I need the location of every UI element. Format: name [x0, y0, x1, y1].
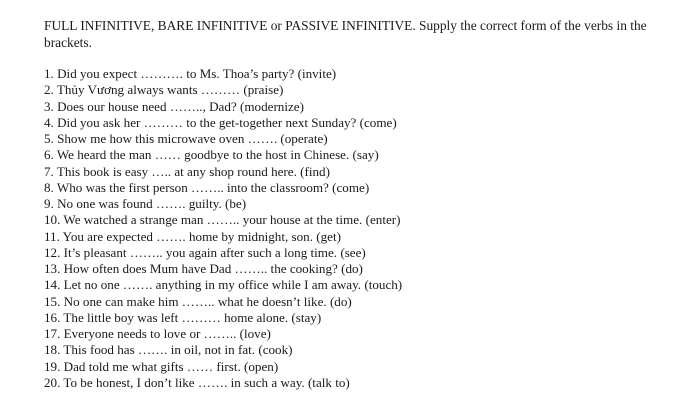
exercise-item-5: 5. Show me how this microwave oven ……. (operate) — [44, 131, 328, 146]
exercise-item-4: 4. Did you ask her ……… to the get-together next Sunday? (come) — [44, 114, 397, 130]
exercise-item-17: 17. Everyone needs to love or …….. (love) — [44, 326, 271, 341]
exercise-item-12: 12. It’s pleasant …….. you again after such a long time. (see) — [44, 244, 366, 260]
exercise-item-8: 8. Who was the first person …….. into the classroom? (come) — [44, 179, 370, 195]
exercise-item-11: 11. You are expected ……. home by midnight, son. (get) — [44, 228, 341, 244]
exercise-list — [44, 66, 402, 391]
exercise-item-10: 10. We watched a strange man …….. your house at the time. (enter) — [44, 212, 401, 228]
exercise-item-9: 9. No one was found ……. guilty. (be) — [44, 196, 247, 211]
exercise-instructions: FULL INFINITIVE, BARE INFINITIVE or PASSIVE INFINITIVE. Supply the correct form of the verbs in the brackets. — [44, 18, 647, 50]
exercise-item-19: 19. Dad told me what gifts …… first. (open) — [44, 358, 279, 374]
exercise-item-15: 15. No one can make him …….. what he doesn’t like. (do) — [44, 293, 352, 309]
exercise-item-7: 7. This book is easy ….. at any shop round here. (find) — [44, 163, 330, 179]
exercise-item-13: 13. How often does Mum have Dad …….. the cooking? (do) — [44, 261, 363, 276]
exercise-item-18: 18. This food has ……. in oil, not in fat. (cook) — [44, 342, 293, 358]
exercise-item-16: 16. The little boy was left ……… home alone. (stay) — [44, 309, 322, 325]
exercise-item-6: 6. We heard the man …… goodbye to the host in Chinese. (say) — [44, 147, 379, 163]
exercise-item-3: 3. Does our house need …….., Dad? (modernize) — [44, 98, 304, 114]
exercise-item-20: 20. To be honest, I don’t like ……. in such a way. (talk to) — [44, 374, 350, 390]
exercise-item-14: 14. Let no one ……. anything in my office while I am away. (touch) — [44, 277, 403, 293]
exercise-item-2: 2. Thủy Vương always wants ……… (praise) — [44, 82, 284, 98]
exercise-item-1: 1. Did you expect ………. to Ms. Thoa’s party? (invite) — [44, 66, 337, 81]
